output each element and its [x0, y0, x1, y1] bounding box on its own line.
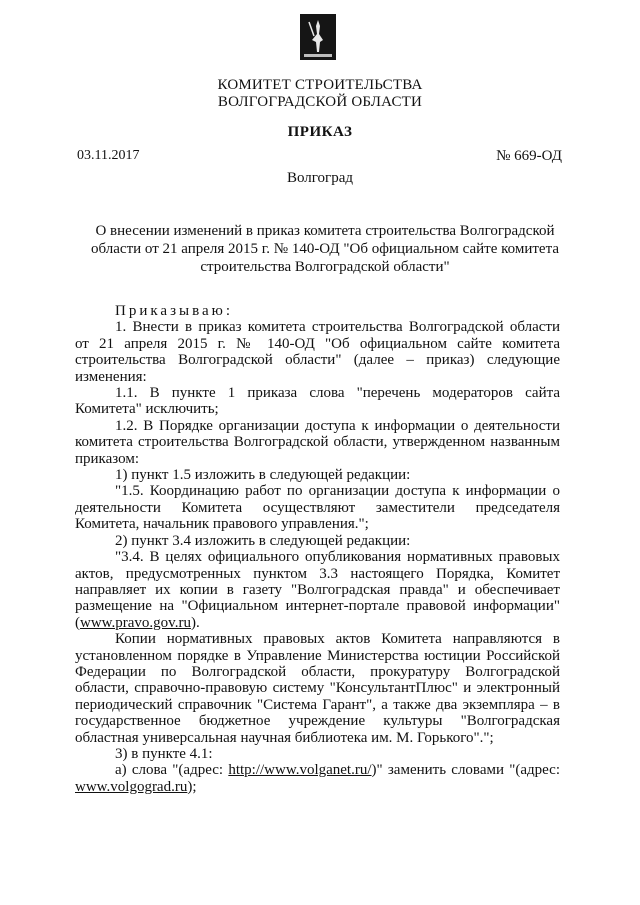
item-2-text — [75, 549, 560, 631]
volgograd-link[interactable]: www.volgograd.ru — [75, 778, 188, 795]
item-3-a-text2: )" заменить словами "(адрес: — [371, 762, 560, 779]
doc-city: Волгоград — [286, 170, 353, 186]
org-name-line2: ВОЛГОГРАДСКОЙ ОБЛАСТИ — [217, 94, 423, 110]
item-1-text: "1.5. Координацию работ по организации доступа к информации о деятельности Комитета осуществляют заместители председателя Комитета, начальник правового управления."; — [75, 483, 560, 533]
item-3: 3) в пункте 4.1: — [115, 745, 213, 762]
doc-number: № 669-ОД — [496, 148, 562, 164]
coat-of-arms-emblem — [300, 14, 336, 60]
paragraph-1: 1. Внести в приказ комитета строительства Волгоградской области от 21 апреля 2015 г. № 140-ОД "Об официальном сайте комитета строительства Волгоградской области" (далее – приказ) следующие изменения: — [75, 319, 560, 385]
doc-type-title: ПРИКАЗ — [287, 124, 353, 140]
pravo-link[interactable]: www.pravo.gov.ru — [80, 614, 191, 631]
item-3-a-text1: а) слова "(адрес: — [115, 762, 229, 779]
doc-subject: О внесении изменений в приказ комитета строительства Волгоградской области от 21 апреля 2015 г. № 140-ОД "Об официальном сайте комитета строительства Волгоградской области" — [91, 223, 559, 275]
item-1: 1) пункт 1.5 изложить в следующей редакции: — [115, 467, 411, 484]
doc-body — [75, 303, 560, 795]
copies-paragraph: Копии нормативных правовых актов Комитета направляются в установленном порядке в Управление Министерства юстиции Российской Федерации по Волгоградской области, прокуратуру Волгоградской области, справочно-правовую систему "КонсультантПлюс" и электронный периодический справочник "Система Гарант", а также два экземпляра – в государственное бюджетное учреждение культуры "Волгоградская областная универсальная научная библиотека им. М. Горького"."; — [75, 631, 560, 746]
paragraph-1-2: 1.2. В Порядке организации доступа к информации о деятельности комитета строительства Волгоградской области, утвержденном названным приказом: — [75, 417, 560, 467]
paragraph-1-1: 1.1. В пункте 1 приказа слова "перечень модераторов сайта Комитета" исключить; — [75, 385, 560, 418]
org-name-line1: КОМИТЕТ СТРОИТЕЛЬСТВА — [217, 77, 423, 93]
item-2-text-b: ). — [190, 614, 200, 631]
doc-date: 03.11.2017 — [77, 148, 140, 163]
item-2-text-a: "3.4. В целях официального опубликования нормативных правовых актов, предусмотренных пунктом 3.3 настоящего Порядка, Комитет направляет их копии в газету "Волгоградская правда" и обеспечивает размещение на "Официальном интернет-портале правовой информации" ( — [75, 549, 560, 631]
order-intro: Приказываю: — [115, 303, 233, 319]
item-3-a-text3: ); — [187, 778, 197, 795]
item-2: 2) пункт 3.4 изложить в следующей редакции: — [115, 532, 411, 549]
item-3-a — [75, 762, 560, 795]
volganet-link[interactable]: http://www.volganet.ru/ — [228, 762, 372, 779]
